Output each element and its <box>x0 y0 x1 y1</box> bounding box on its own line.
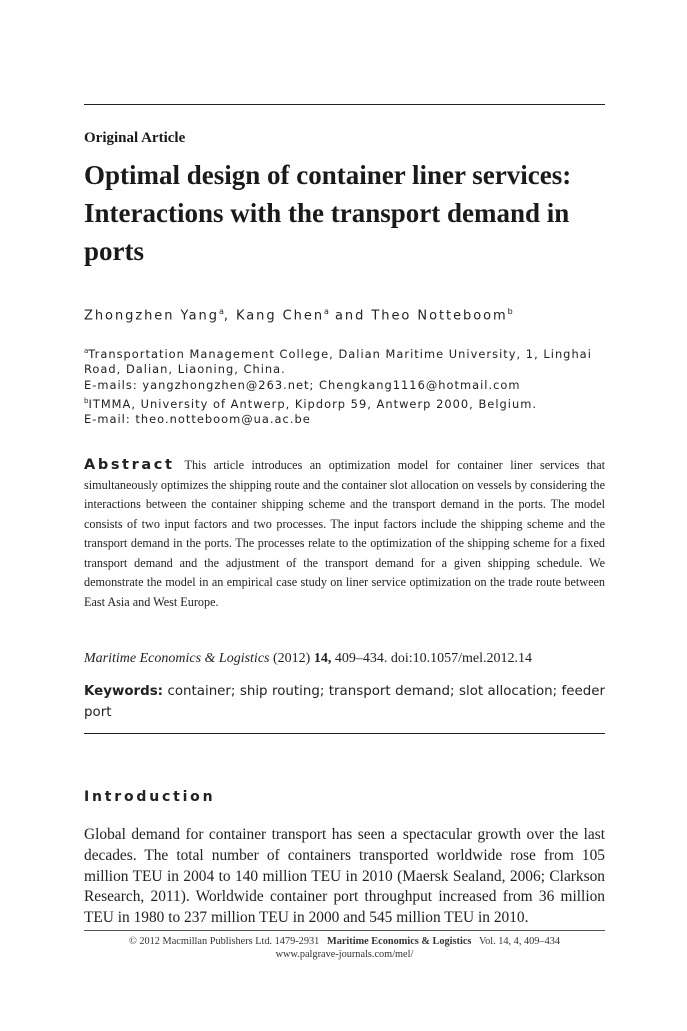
citation-year: (2012) <box>269 651 314 666</box>
affiliation-a-line: Road, Dalian, Liaoning, China. <box>84 362 286 377</box>
author-list <box>84 307 513 323</box>
page-footer <box>84 935 605 961</box>
abstract <box>84 456 605 612</box>
abstract-heading: Abstract <box>84 457 175 473</box>
footer-url: www.palgrave-journals.com/mel/ <box>275 949 414 960</box>
affiliation-email-line: E-mail: theo.notteboom@ua.ac.be <box>84 411 311 426</box>
affiliation-marker: a <box>324 307 329 316</box>
citation-pages-doi: 409–434. doi:10.1057/mel.2012.14 <box>331 651 532 666</box>
footer-line-1 <box>84 935 605 948</box>
introduction-paragraph: Global demand for container transport has seen a spectacular growth over the last decades. The total number of containers transported worldwide rose from 105 million TEU in 2004 to 140 million TEU in 2010 (Maersk Sealand, 2006; Clarkson Research, 2011). Worldwide container port throughput increased from 36 million TEU in 1980 to 237 million TEU in 2000 and 545 million TEU in 2010. <box>84 826 605 927</box>
article-type-label: Original Article <box>84 130 186 146</box>
author-separator: , <box>223 308 237 324</box>
citation-volume: 14, <box>313 651 332 666</box>
article-title <box>84 156 624 270</box>
author-separator: and <box>328 308 372 324</box>
affiliation-text: ITMMA, University of Antwerp, Kipdorp 59, Antwerp 2000, Belgium. <box>88 396 537 411</box>
affiliation-a-line <box>84 344 614 362</box>
footer-copyright: © 2012 Macmillan Publishers Ltd. 1479-2931 <box>128 936 320 947</box>
affiliation-marker: b <box>84 396 89 405</box>
keywords-label: Keywords: <box>84 684 164 699</box>
affiliation-marker: b <box>507 307 513 316</box>
keywords-text: container; ship routing; transport demand; slot allocation; feeder port <box>84 684 605 720</box>
affiliation-text: Transportation Management College, Dalian Maritime University, 1, Linghai <box>88 346 592 361</box>
affiliation-b-line <box>84 394 614 412</box>
title-line-3: ports <box>84 236 144 266</box>
title-line-1: Optimal design of container liner services: <box>84 160 572 190</box>
affiliation-marker: a <box>218 307 224 316</box>
citation-journal: Maritime Economics & Logistics <box>84 651 270 666</box>
affiliation-marker: a <box>84 347 89 355</box>
footer-journal: Maritime Economics & Logistics <box>327 936 472 947</box>
citation <box>84 651 605 667</box>
footer-volume: Vol. 14, 4, 409–434 <box>478 936 561 947</box>
introduction-heading: Introduction <box>84 789 216 805</box>
author-name: Theo Notteboom <box>371 308 508 324</box>
affiliation-email-line: E-mails: yangzhongzhen@263.net; Chengkang1116@hotmail.com <box>84 377 521 392</box>
abstract-bottom-rule <box>84 733 605 734</box>
author-name: Kang Chen <box>236 308 325 324</box>
footer-rule <box>84 930 605 931</box>
abstract-text: This article introduces an optimization model for container liner services that simultaneously optimizes the shipping route and the container slot allocation on vessels by considering the interactions between the container shipping scheme and the transport demand in the ports. The model consists of two input factors and two processes. The input factors include the shipping scheme and the transport demand in the ports. The processes relate to the optimization of the shipping scheme for a fixed transport demand and the adjustment of the transport demand for a given shipping schedule. We demonstrate the model in an empirical case study on liner service optimization on the trade route between East Asia and West Europe. <box>84 458 605 609</box>
author-name: Zhongzhen Yang <box>84 308 219 324</box>
keywords <box>84 681 605 723</box>
top-rule <box>84 104 605 105</box>
affiliations <box>84 344 614 428</box>
title-line-2: Interactions with the transport demand in <box>84 198 570 228</box>
